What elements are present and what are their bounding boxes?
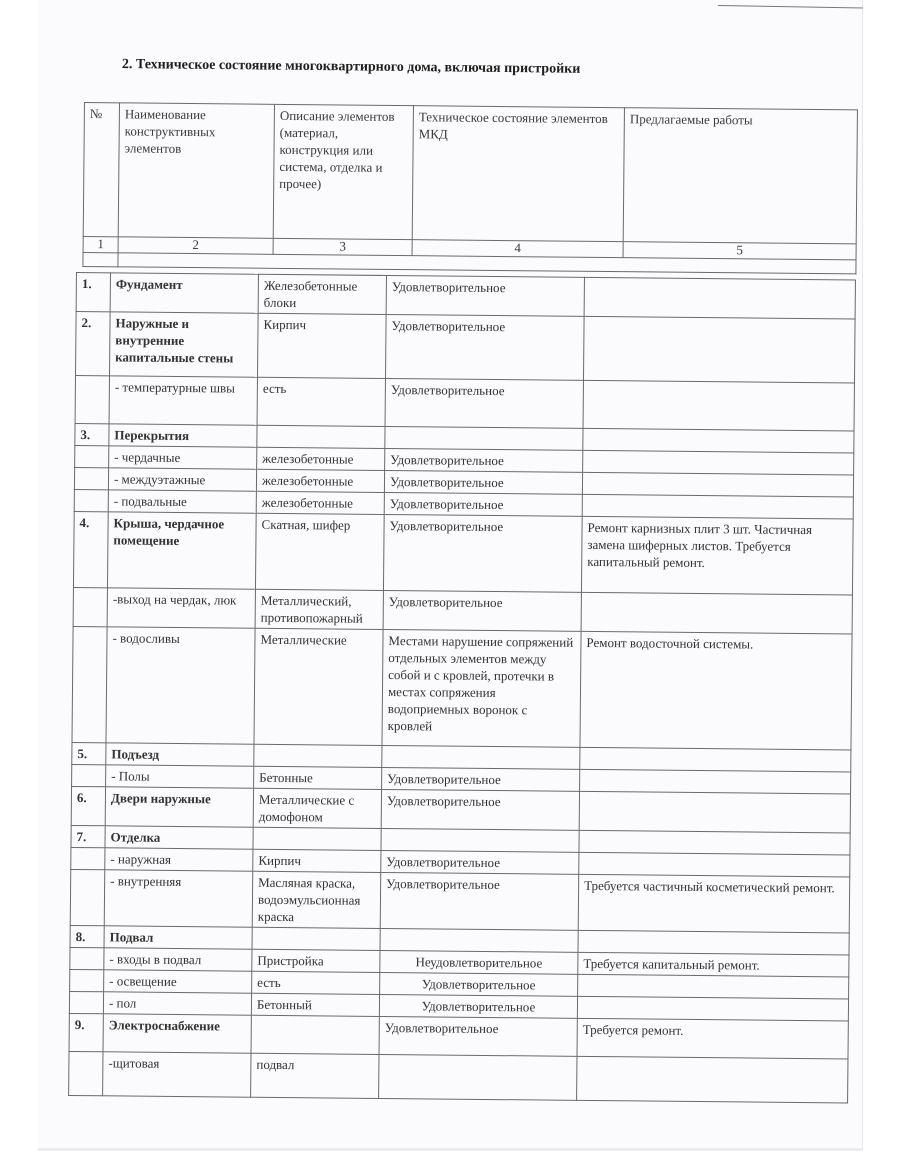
technical-condition: Удовлетворительное bbox=[380, 872, 579, 930]
table-row bbox=[69, 1051, 848, 1102]
technical-condition bbox=[385, 426, 583, 450]
row-number bbox=[69, 1051, 103, 1095]
element-name: - наружная bbox=[105, 848, 253, 871]
row-number: 3. bbox=[75, 423, 109, 445]
element-description: железобетонные bbox=[256, 491, 384, 514]
column-number: 4 bbox=[412, 240, 623, 258]
page-edge bbox=[38, 1148, 862, 1151]
proposed-works bbox=[577, 996, 848, 1021]
element-description: подвал bbox=[251, 1053, 379, 1098]
row-number bbox=[72, 626, 107, 742]
proposed-works bbox=[578, 974, 849, 999]
element-name: - водосливы bbox=[106, 627, 255, 744]
technical-condition: Удовлетворительное bbox=[385, 314, 584, 380]
column-number: 2 bbox=[118, 237, 273, 254]
element-name: - междуэтажные bbox=[108, 468, 256, 491]
technical-condition bbox=[380, 928, 578, 952]
row-number: 8. bbox=[70, 925, 104, 947]
element-description: железобетонные bbox=[256, 469, 384, 492]
table-row bbox=[70, 869, 850, 932]
element-description: Железобетонные блоки bbox=[258, 274, 386, 314]
element-name: - пол bbox=[103, 992, 251, 1015]
proposed-works: Ремонт водосточной системы. bbox=[580, 631, 852, 750]
technical-condition: Удовлетворительное bbox=[381, 850, 579, 874]
element-name: Фундамент bbox=[110, 273, 258, 313]
proposed-works bbox=[583, 428, 854, 453]
row-number: 9. bbox=[69, 1013, 103, 1051]
element-description: Масляная краска, водоэмульсионная краска bbox=[252, 871, 381, 928]
element-description: Металлический, противопожарный bbox=[255, 589, 383, 629]
element-description: Пристройка bbox=[252, 949, 380, 972]
proposed-works bbox=[583, 380, 854, 431]
row-number: 7. bbox=[71, 825, 105, 847]
proposed-works bbox=[583, 450, 854, 475]
proposed-works bbox=[579, 830, 850, 855]
element-name: Подъезд bbox=[106, 743, 254, 766]
table-row bbox=[73, 511, 853, 594]
element-name: - подвальные bbox=[108, 490, 256, 513]
technical-condition: Удовлетворительное bbox=[382, 767, 580, 791]
proposed-works bbox=[577, 1056, 848, 1103]
element-description bbox=[252, 927, 380, 950]
technical-condition: Удовлетворительное bbox=[379, 994, 577, 1018]
proposed-works bbox=[579, 791, 850, 833]
technical-condition: Местами нарушение сопряжений отдельных элементов между собой и с кровлей, протечки в местах сопряжения водоприемных воронок с кровлей bbox=[382, 629, 581, 747]
proposed-works bbox=[580, 769, 851, 794]
row-number bbox=[70, 969, 104, 991]
element-description: Кирпич bbox=[257, 313, 386, 378]
technical-condition bbox=[382, 745, 580, 769]
row-number bbox=[74, 489, 108, 511]
technical-condition bbox=[381, 828, 579, 852]
element-description: есть bbox=[252, 971, 380, 994]
element-name: - Полы bbox=[106, 765, 254, 788]
proposed-works: Требуется капитальный ремонт. bbox=[578, 952, 849, 977]
proposed-works bbox=[581, 592, 852, 634]
table-row bbox=[72, 626, 852, 749]
condition-table bbox=[68, 272, 856, 1103]
technical-condition: Удовлетворительное bbox=[384, 492, 582, 516]
element-description: Кирпич bbox=[253, 849, 381, 872]
column-number: 3 bbox=[273, 238, 412, 255]
row-number bbox=[70, 869, 105, 925]
row-number bbox=[70, 947, 104, 969]
column-number: 5 bbox=[623, 242, 856, 260]
technical-condition: Удовлетворительное bbox=[379, 1016, 577, 1056]
element-name: -выход на чердак, люк bbox=[107, 588, 255, 628]
proposed-works bbox=[582, 472, 853, 497]
proposed-works: Требуется ремонт. bbox=[577, 1018, 848, 1059]
row-number bbox=[73, 587, 107, 626]
header-condition: Техническое состояние элементов МКД bbox=[412, 106, 624, 242]
column-number: 1 bbox=[83, 236, 118, 252]
element-name: Отделка bbox=[105, 826, 253, 849]
technical-condition: Удовлетворительное bbox=[385, 378, 583, 428]
element-description bbox=[257, 425, 385, 448]
proposed-works bbox=[584, 277, 855, 319]
element-name: Подвал bbox=[104, 926, 252, 949]
row-number bbox=[74, 467, 108, 489]
technical-condition: Удовлетворительное bbox=[380, 972, 578, 996]
technical-condition: Неудовлетворительное bbox=[380, 950, 578, 974]
row-number bbox=[72, 764, 106, 786]
element-description: Бетонные bbox=[254, 766, 382, 789]
technical-condition: Удовлетворительное bbox=[386, 275, 584, 316]
row-number bbox=[75, 376, 109, 424]
element-name: - внутренняя bbox=[104, 870, 253, 927]
element-name: Крыша, чердачное помещение bbox=[107, 512, 256, 589]
proposed-works bbox=[582, 494, 853, 519]
row-number bbox=[69, 991, 103, 1013]
row-number bbox=[71, 847, 105, 869]
proposed-works: Требуется частичный косметический ремонт. bbox=[578, 874, 850, 933]
element-description: есть bbox=[257, 377, 385, 426]
row-number bbox=[75, 445, 109, 467]
element-description bbox=[254, 744, 382, 767]
header-no: № bbox=[83, 103, 119, 237]
proposed-works: Ремонт карнизных плит 3 шт. Частичная замена шиферных листов. Требуется капитальный ремонт. bbox=[581, 516, 853, 595]
element-name: Двери наружные bbox=[105, 787, 253, 827]
element-name: Наружные и внутренние капитальные стены bbox=[110, 312, 259, 377]
element-description: Скатная, шифер bbox=[255, 513, 384, 590]
technical-condition: Удовлетворительное bbox=[384, 470, 582, 494]
row-number: 5. bbox=[72, 742, 106, 764]
technical-condition: Удовлетворительное bbox=[383, 590, 581, 631]
element-description: железобетонные bbox=[257, 447, 385, 470]
element-name: - температурные швы bbox=[109, 376, 257, 425]
element-name: Перекрытия bbox=[109, 424, 257, 447]
row-number: 6. bbox=[71, 786, 105, 825]
element-description: Металлические bbox=[254, 628, 383, 745]
technical-condition: Удовлетворительное bbox=[385, 448, 583, 472]
proposed-works bbox=[578, 930, 849, 955]
proposed-works bbox=[580, 747, 851, 772]
element-description: Бетонный bbox=[251, 993, 379, 1016]
proposed-works bbox=[583, 316, 855, 383]
element-name: - чердачные bbox=[109, 446, 257, 469]
technical-condition: Удовлетворительное bbox=[383, 514, 582, 592]
row-number: 2. bbox=[76, 312, 111, 376]
header-works: Предлагаемые работы bbox=[623, 108, 857, 244]
proposed-works bbox=[579, 852, 850, 877]
header-row bbox=[83, 103, 857, 244]
header-name: Наименование конструктивных элементов bbox=[118, 103, 274, 238]
section-title: 2. Техническое состояние многоквартирного дома, включая пристройки bbox=[121, 57, 581, 77]
element-name: Электроснабжение bbox=[103, 1014, 251, 1053]
technical-condition bbox=[379, 1054, 577, 1100]
table-row bbox=[76, 312, 856, 383]
technical-condition: Удовлетворительное bbox=[381, 789, 579, 830]
element-name: -щитовая bbox=[103, 1052, 251, 1097]
table-row bbox=[75, 376, 854, 431]
element-description: Металлические с домофоном bbox=[253, 788, 381, 828]
element-name: - входы в подвал bbox=[104, 948, 252, 971]
element-description bbox=[251, 1015, 379, 1054]
header-table bbox=[82, 102, 858, 274]
row-number: 1. bbox=[76, 273, 110, 312]
row-number: 4. bbox=[73, 511, 108, 587]
element-description bbox=[253, 827, 381, 850]
header-description: Описание элементов (материал, конструкция или система, отделка и прочее) bbox=[273, 104, 413, 239]
element-name: - освещение bbox=[104, 970, 252, 993]
